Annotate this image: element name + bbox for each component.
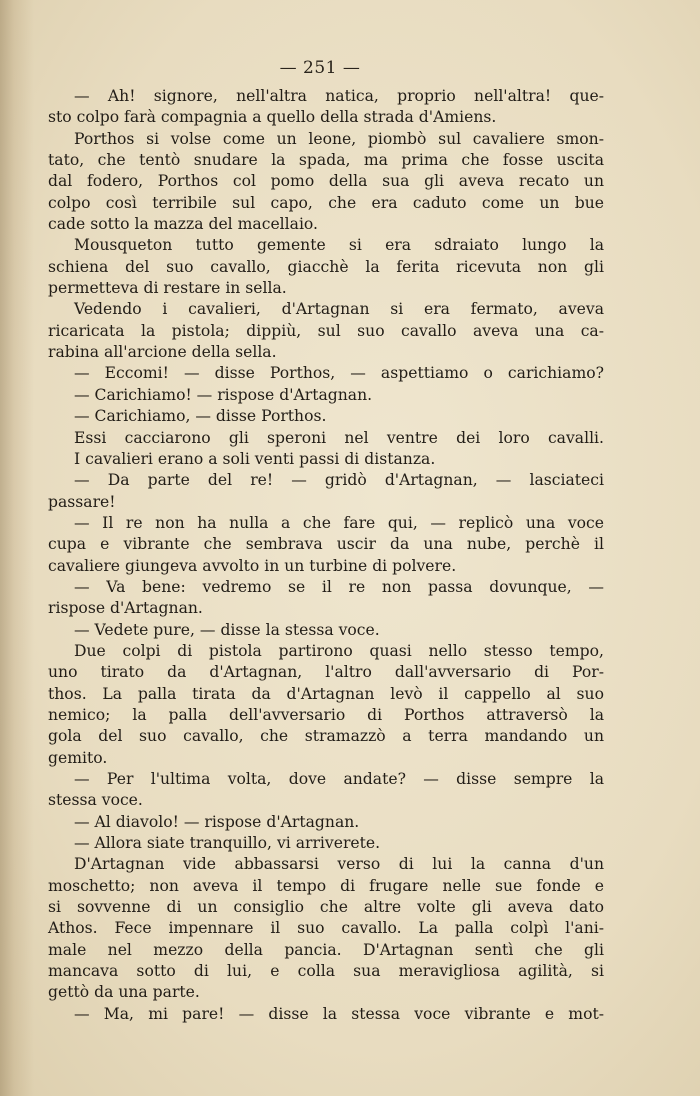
text-line: — Da parte del re! — gridò d'Artagnan, — lasciateci [74, 471, 604, 490]
text-line: — Il re non ha nulla a che fare qui, — replicò una voce [74, 513, 604, 532]
text-line: stessa voce. [48, 791, 143, 810]
text-line: — Allora siate tranquillo, vi arriverete. [74, 834, 381, 853]
text-line: permetteva di restare in sella. [48, 279, 287, 298]
text-line: cupa e vibrante che sembrava uscir da una nube, perchè il [48, 535, 604, 554]
text-line: — Ma, mi pare! — disse la stessa voce vibrante e mot- [74, 1004, 604, 1023]
text-line: Due colpi di pistola partirono quasi nello stesso tempo, [74, 641, 604, 660]
text-line: passare! [48, 492, 116, 511]
text-line: I cavalieri erano a soli venti passi di distanza. [74, 449, 436, 468]
text-line: male nel mezzo della pancia. D'Artagnan sentì che gli [48, 940, 604, 959]
text-line: rispose d'Artagnan. [48, 599, 203, 618]
text-line: — Va bene: vedremo se il re non passa dovunque, — [74, 577, 604, 596]
text-line: thos. La palla tirata da d'Artagnan levò il cappello al suo [48, 684, 604, 703]
page-number: — 251 — [279, 58, 361, 78]
text-line: ricaricata la pistola; dippiù, sul suo cavallo aveva una ca- [48, 321, 604, 340]
text-line: — Al diavolo! — rispose d'Artagnan. [74, 812, 360, 831]
text-line: gola del suo cavallo, che stramazzò a terra mandando un [48, 727, 604, 746]
text-line: si sovvenne di un consiglio che altre volte gli aveva dato [48, 898, 604, 917]
page-text [48, 86, 604, 1025]
text-line: schiena del suo cavallo, giacchè la ferita ricevuta non gli [48, 257, 604, 276]
text-line: colpo così terribile sul capo, che era caduto come un bue [48, 193, 604, 212]
text-line: sto colpo farà compagnia a quello della strada d'Amiens. [48, 108, 497, 127]
text-line: cavaliere giungeva avvolto in un turbine di polvere. [48, 556, 457, 575]
text-line: moschetto; non aveva il tempo di frugare nelle sue fonde e [48, 876, 604, 895]
text-line: — Eccomi! — disse Porthos, — aspettiamo o carichiamo? [74, 364, 604, 383]
text-line: gemito. [48, 748, 108, 767]
text-line: Mousqueton tutto gemente si era sdraiato lungo la [74, 236, 604, 255]
text-line: Vedendo i cavalieri, d'Artagnan si era fermato, aveva [74, 300, 604, 319]
text-line: Porthos si volse come un leone, piombò sul cavaliere smon- [74, 129, 604, 148]
text-line: gettò da una parte. [48, 983, 200, 1002]
text-line: cade sotto la mazza del macellaio. [48, 215, 319, 234]
text-line: D'Artagnan vide abbassarsi verso di lui la canna d'un [74, 855, 604, 874]
text-line: — Carichiamo! — rispose d'Artagnan. [74, 385, 373, 404]
text-line: — Per l'ultima volta, dove andate? — disse sempre la [74, 770, 604, 788]
text-line: — Carichiamo, — disse Porthos. [74, 407, 327, 426]
text-line: Athos. Fece impennare il suo cavallo. La palla colpì l'ani- [48, 919, 604, 938]
text-line: dal fodero, Porthos col pomo della sua gli aveva recato un [48, 172, 604, 191]
text-line: tato, che tentò snudare la spada, ma prima che fosse uscita [48, 151, 604, 170]
text-line: — Ah! signore, nell'altra natica, proprio nell'altra! que- [74, 87, 604, 105]
text-line: Essi cacciarono gli speroni nel ventre dei loro cavalli. [74, 428, 604, 447]
text-line: rabina all'arcione della sella. [48, 343, 277, 362]
text-line: mancava sotto di lui, e colla sua meravigliosa agilità, si [48, 962, 604, 981]
text-line: nemico; la palla dell'avversario di Porthos attraversò la [48, 705, 604, 724]
text-line: — Vedete pure, — disse la stessa voce. [74, 620, 380, 639]
text-line: uno tirato da d'Artagnan, l'altro dall'avversario di Por- [48, 663, 604, 682]
